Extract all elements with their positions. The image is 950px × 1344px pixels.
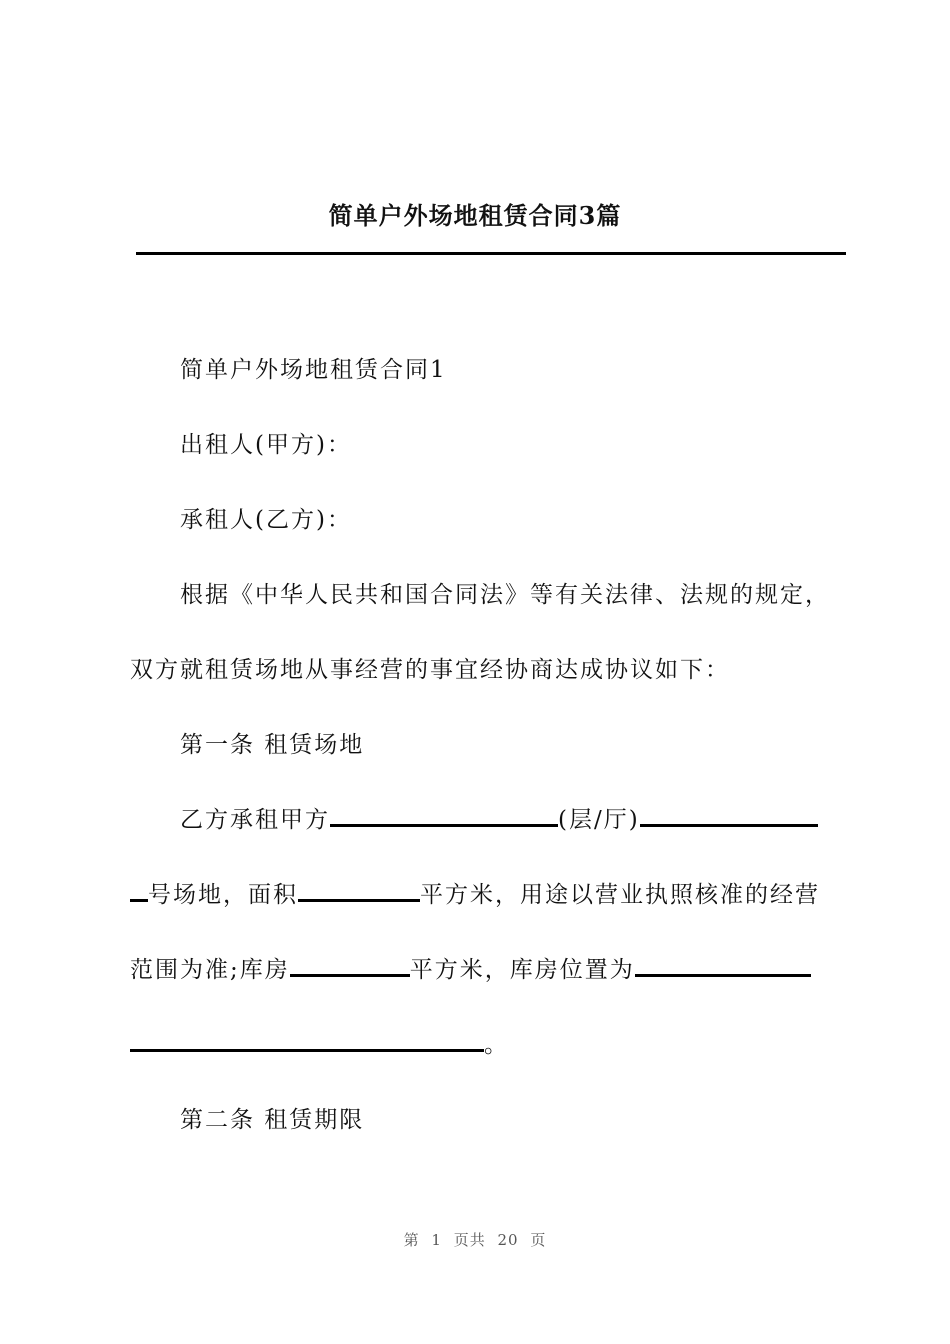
fill-blank-area-size[interactable]: [298, 879, 420, 902]
footer-page-number: 1: [431, 1231, 442, 1249]
fill-blank-storage-location-cont[interactable]: [130, 1029, 484, 1052]
article-1-text: 。: [484, 1032, 509, 1058]
contract-subtitle: 简单户外场地租赁合同1: [180, 357, 447, 383]
footer-text: 第: [403, 1231, 420, 1249]
article-1-line-2: [130, 878, 820, 912]
footer-text: 页共: [453, 1231, 486, 1249]
fill-blank-floor[interactable]: [640, 804, 818, 827]
basis-paragraph-line-1: 根据《中华人民共和国合同法》等有关法律、法规的规定，: [180, 582, 830, 608]
article-1-text: 平方米，用途以营业执照核准的经营: [420, 882, 820, 908]
document-title: 简单户外场地租赁合同3篇: [328, 201, 622, 230]
fill-blank-storage-size[interactable]: [290, 954, 410, 977]
article-1-text: 平方米，库房位置为: [409, 957, 635, 983]
article-1-line-3: [130, 953, 811, 987]
article-1-line-1: [180, 803, 818, 837]
footer-text: 页: [530, 1231, 547, 1249]
lessee-line: 承租人(乙方)：: [180, 507, 352, 533]
article-1-line-4: [130, 1028, 509, 1062]
footer-page-total: 20: [497, 1231, 519, 1249]
basis-paragraph-line-2: 双方就租赁场地从事经营的事宜经协商达成协议如下：: [130, 657, 730, 683]
article-2-heading: 第二条 租赁期限: [180, 1107, 365, 1133]
fill-blank-floor-cont[interactable]: [130, 879, 148, 902]
fill-blank-area[interactable]: [330, 804, 558, 827]
article-1-heading: 第一条 租赁场地: [180, 732, 365, 758]
page-footer: [0, 1229, 950, 1250]
lessor-line: 出租人(甲方)：: [180, 432, 352, 458]
article-1-text: 号场地，面积: [148, 882, 298, 908]
fill-blank-storage-location[interactable]: [635, 954, 811, 977]
article-1-text: 范围为准;库房: [130, 957, 290, 983]
title-underline: [136, 252, 846, 255]
article-1-text: (层/厅): [558, 807, 640, 833]
article-1-text: 乙方承租甲方: [180, 807, 330, 833]
